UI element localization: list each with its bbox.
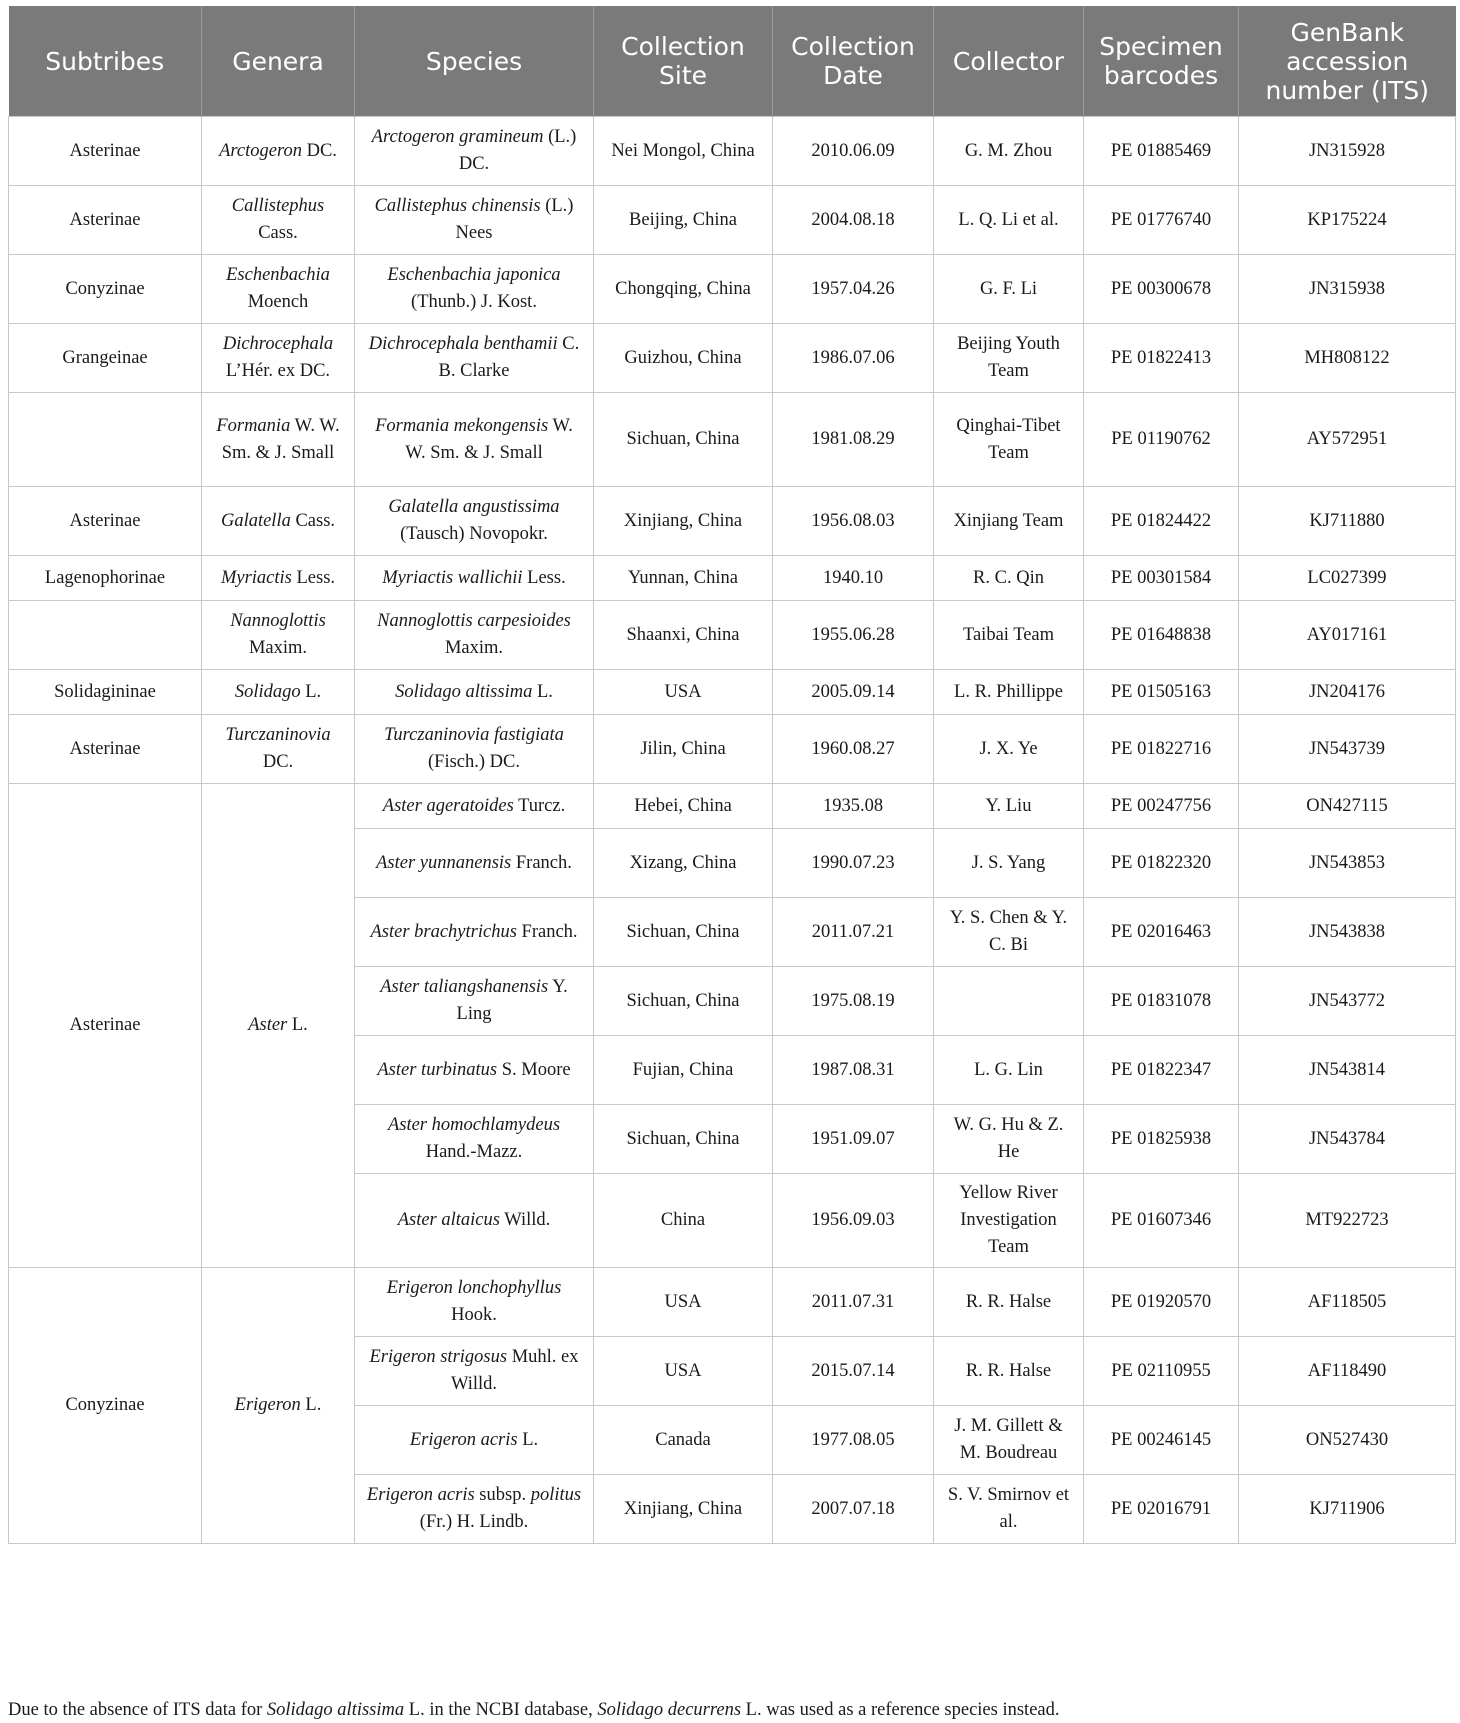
genus-name: Myriactis — [220, 567, 292, 588]
barcode-cell: PE 01822347 — [1084, 1036, 1239, 1105]
genbank-cell: KP175224 — [1239, 186, 1456, 255]
collection-site-cell: Sichuan, China — [594, 1105, 773, 1174]
table-row — [9, 255, 1456, 324]
genbank-cell: AF118505 — [1239, 1268, 1456, 1337]
barcode-cell: PE 01825938 — [1084, 1105, 1239, 1174]
subspecies-authority: (Fr.) H. Lindb. — [419, 1512, 529, 1532]
collection-site-cell: Beijing, China — [594, 186, 773, 255]
genus-cell — [202, 255, 355, 324]
barcode-cell: PE 01822413 — [1084, 324, 1239, 393]
barcode-cell: PE 01607346 — [1084, 1174, 1239, 1268]
species-cell — [355, 967, 594, 1036]
collection-date-cell: 2005.09.14 — [773, 670, 934, 715]
barcode-cell: PE 01824422 — [1084, 487, 1239, 556]
collection-site-cell: Jilin, China — [594, 715, 773, 784]
species-authority: (Fisch.) DC. — [428, 752, 520, 772]
table-footnote — [8, 1700, 1455, 1720]
species-authority: subsp. — [474, 1485, 531, 1505]
collection-site-cell: Yunnan, China — [594, 556, 773, 601]
header-genera: Genera — [202, 6, 355, 117]
genbank-cell: JN543772 — [1239, 967, 1456, 1036]
specimen-table — [8, 6, 1456, 1544]
header-collector: Collector — [934, 6, 1084, 117]
collection-date-cell: 2004.08.18 — [773, 186, 934, 255]
subtribe-cell: Asterinae — [9, 715, 202, 784]
species-cell — [355, 829, 594, 898]
genus-cell — [202, 1268, 355, 1544]
genus-cell — [202, 186, 355, 255]
collection-site-cell: Shaanxi, China — [594, 601, 773, 670]
table-row — [9, 117, 1456, 186]
species-name: Myriactis wallichii — [382, 567, 523, 588]
species-cell — [355, 1036, 594, 1105]
subtribe-cell: Asterinae — [9, 117, 202, 186]
genbank-cell: JN543853 — [1239, 829, 1456, 898]
collection-date-cell: 1951.09.07 — [773, 1105, 934, 1174]
collection-site-cell: Sichuan, China — [594, 393, 773, 487]
species-name: Erigeron lonchophyllus — [386, 1278, 562, 1298]
species-authority: Hook. — [451, 1305, 497, 1325]
collector-cell: J. M. Gillett & M. Boudreau — [934, 1406, 1084, 1475]
collector-cell: Qinghai-Tibet Team — [934, 393, 1084, 487]
genus-cell — [202, 117, 355, 186]
species-authority: Maxim. — [444, 638, 504, 658]
genus-cell — [202, 715, 355, 784]
barcode-cell: PE 02016463 — [1084, 898, 1239, 967]
table-row — [9, 601, 1456, 670]
genbank-cell: ON527430 — [1239, 1406, 1456, 1475]
table-row — [9, 324, 1456, 393]
species-authority: W. W. Sm. & J. Small — [405, 415, 573, 463]
genus-cell — [202, 670, 355, 715]
species-authority: Turcz. — [513, 795, 566, 816]
subtribe-cell: Asterinae — [9, 487, 202, 556]
collection-site-cell: Sichuan, China — [594, 898, 773, 967]
barcode-cell: PE 01190762 — [1084, 393, 1239, 487]
collection-date-cell: 1975.08.19 — [773, 967, 934, 1036]
species-name: Aster yunnanensis — [376, 852, 512, 873]
collection-site-cell: Guizhou, China — [594, 324, 773, 393]
genbank-cell: JN543838 — [1239, 898, 1456, 967]
collection-date-cell: 1955.06.28 — [773, 601, 934, 670]
collector-cell: W. G. Hu & Z. He — [934, 1105, 1084, 1174]
genus-name: Erigeron — [234, 1395, 301, 1415]
collector-cell: R. R. Halse — [934, 1337, 1084, 1406]
genbank-cell: MH808122 — [1239, 324, 1456, 393]
footnote-species-1: Solidago altissima — [266, 1700, 405, 1720]
species-name: Galatella angustissima — [388, 497, 560, 517]
genbank-cell: AF118490 — [1239, 1337, 1456, 1406]
collector-cell: Y. S. Chen & Y. C. Bi — [934, 898, 1084, 967]
species-authority: (Thunb.) J. Kost. — [411, 292, 537, 312]
genus-authority: L. — [300, 1395, 322, 1415]
barcode-cell: PE 01505163 — [1084, 670, 1239, 715]
species-name: Aster homochlamydeus — [387, 1115, 561, 1135]
species-cell — [355, 186, 594, 255]
footnote-text: L. in the NCBI database, — [404, 1700, 598, 1720]
header-row — [9, 6, 1456, 117]
header-specimen-barcodes: Specimen barcodes — [1084, 6, 1239, 117]
barcode-cell: PE 01920570 — [1084, 1268, 1239, 1337]
table-row — [9, 784, 1456, 829]
barcode-cell: PE 01822320 — [1084, 829, 1239, 898]
species-authority: S. Moore — [497, 1059, 571, 1080]
species-authority: (L.) DC. — [458, 127, 577, 174]
table-row — [9, 487, 1456, 556]
subtribe-cell: Solidagininae — [9, 670, 202, 715]
species-authority: L. — [517, 1429, 539, 1450]
footnote-text: Due to the absence of ITS data for — [8, 1700, 267, 1720]
species-cell — [355, 324, 594, 393]
species-cell — [355, 715, 594, 784]
collection-date-cell: 1981.08.29 — [773, 393, 934, 487]
genus-authority: DC. — [301, 140, 337, 161]
collector-cell: G. F. Li — [934, 255, 1084, 324]
genus-name: Arctogeron — [219, 140, 302, 161]
collection-site-cell: Nei Mongol, China — [594, 117, 773, 186]
header-species: Species — [355, 6, 594, 117]
species-cell — [355, 601, 594, 670]
genus-name: Callistephus — [231, 196, 325, 216]
species-authority: Muhl. ex Willd. — [450, 1347, 579, 1394]
collection-site-cell: Hebei, China — [594, 784, 773, 829]
genus-name: Galatella — [220, 510, 291, 531]
species-name: Dichrocephala benthamii — [368, 334, 558, 354]
species-cell — [355, 784, 594, 829]
collector-cell: Y. Liu — [934, 784, 1084, 829]
genbank-cell: AY572951 — [1239, 393, 1456, 487]
species-cell — [355, 1105, 594, 1174]
genbank-cell: LC027399 — [1239, 556, 1456, 601]
genus-name: Nannoglottis — [230, 611, 326, 631]
species-name: Aster taliangshanensis — [380, 977, 549, 997]
collection-date-cell: 1956.08.03 — [773, 487, 934, 556]
species-name: Erigeron acris — [409, 1429, 518, 1450]
collection-site-cell: Chongqing, China — [594, 255, 773, 324]
collection-date-cell: 2011.07.31 — [773, 1268, 934, 1337]
collection-site-cell: Xinjiang, China — [594, 487, 773, 556]
subtribe-cell: Grangeinae — [9, 324, 202, 393]
species-name: Erigeron strigosus — [369, 1347, 508, 1367]
genus-cell — [202, 393, 355, 487]
subtribe-cell: Asterinae — [9, 186, 202, 255]
collection-date-cell: 1940.10 — [773, 556, 934, 601]
species-authority: Willd. — [499, 1210, 551, 1230]
species-name: Aster brachytrichus — [370, 921, 517, 942]
subtribe-cell: Lagenophorinae — [9, 556, 202, 601]
species-name: Erigeron acris — [366, 1485, 475, 1505]
species-cell — [355, 1406, 594, 1475]
collector-cell: L. G. Lin — [934, 1036, 1084, 1105]
collection-date-cell: 2010.06.09 — [773, 117, 934, 186]
table-row — [9, 670, 1456, 715]
genus-name: Solidago — [234, 681, 301, 702]
collection-site-cell: USA — [594, 1268, 773, 1337]
header-subtribes: Subtribes — [9, 6, 202, 117]
genbank-cell: MT922723 — [1239, 1174, 1456, 1268]
collection-site-cell: Fujian, China — [594, 1036, 773, 1105]
genus-cell — [202, 487, 355, 556]
collection-date-cell: 1935.08 — [773, 784, 934, 829]
collector-cell: L. Q. Li et al. — [934, 186, 1084, 255]
barcode-cell: PE 00300678 — [1084, 255, 1239, 324]
barcode-cell: PE 02016791 — [1084, 1475, 1239, 1544]
species-authority: Franch. — [511, 852, 572, 873]
collector-cell: Beijing Youth Team — [934, 324, 1084, 393]
genbank-cell: JN543784 — [1239, 1105, 1456, 1174]
species-name: Turczaninovia fastigiata — [384, 725, 564, 745]
collection-date-cell: 1956.09.03 — [773, 1174, 934, 1268]
genus-authority: Maxim. — [248, 638, 308, 658]
genus-authority: L’Hér. ex DC. — [225, 361, 331, 381]
header-collection-date: Collection Date — [773, 6, 934, 117]
collection-date-cell: 2007.07.18 — [773, 1475, 934, 1544]
collector-cell: Yellow River Investigation Team — [934, 1174, 1084, 1268]
subtribe-cell — [9, 601, 202, 670]
genbank-cell: KJ711906 — [1239, 1475, 1456, 1544]
collection-date-cell: 1957.04.26 — [773, 255, 934, 324]
collector-cell: S. V. Smirnov et al. — [934, 1475, 1084, 1544]
collector-cell: J. S. Yang — [934, 829, 1084, 898]
collection-date-cell: 1977.08.05 — [773, 1406, 934, 1475]
subtribe-cell: Asterinae — [9, 784, 202, 1268]
species-authority: C. B. Clarke — [438, 334, 580, 381]
collector-cell — [934, 967, 1084, 1036]
genus-authority: L. — [287, 1015, 308, 1035]
genbank-cell: ON427115 — [1239, 784, 1456, 829]
genus-authority: Less. — [291, 567, 336, 588]
header-genbank-accession: GenBank accession number (ITS) — [1239, 6, 1456, 117]
table-body — [9, 117, 1456, 1544]
collection-date-cell: 2011.07.21 — [773, 898, 934, 967]
species-authority: Less. — [522, 567, 566, 588]
subtribe-cell — [9, 393, 202, 487]
species-cell — [355, 898, 594, 967]
barcode-cell: PE 02110955 — [1084, 1337, 1239, 1406]
collection-site-cell: Xinjiang, China — [594, 1475, 773, 1544]
species-authority: (L.) Nees — [455, 196, 574, 243]
species-cell — [355, 255, 594, 324]
genus-name: Aster — [248, 1015, 288, 1035]
genus-cell — [202, 556, 355, 601]
species-cell — [355, 393, 594, 487]
genus-authority: DC. — [262, 752, 294, 772]
species-authority: Hand.-Mazz. — [425, 1142, 523, 1162]
barcode-cell: PE 01885469 — [1084, 117, 1239, 186]
genus-cell — [202, 324, 355, 393]
genbank-cell: JN204176 — [1239, 670, 1456, 715]
genbank-cell: AY017161 — [1239, 601, 1456, 670]
species-name: Solidago altissima — [395, 681, 533, 702]
species-name: Aster turbinatus — [377, 1059, 498, 1080]
genbank-cell: JN543814 — [1239, 1036, 1456, 1105]
barcode-cell: PE 01776740 — [1084, 186, 1239, 255]
barcode-cell: PE 01831078 — [1084, 967, 1239, 1036]
genus-name: Turczaninovia — [225, 725, 331, 745]
header-collection-site: Collection Site — [594, 6, 773, 117]
species-cell — [355, 1475, 594, 1544]
species-name: Arctogeron gramineum — [371, 127, 544, 147]
barcode-cell: PE 01822716 — [1084, 715, 1239, 784]
barcode-cell: PE 00301584 — [1084, 556, 1239, 601]
collection-site-cell: Canada — [594, 1406, 773, 1475]
collection-site-cell: China — [594, 1174, 773, 1268]
barcode-cell: PE 00247756 — [1084, 784, 1239, 829]
species-authority: Y. Ling — [456, 977, 568, 1024]
genus-authority: W. W. Sm. & J. Small — [221, 415, 340, 463]
collection-date-cell: 2015.07.14 — [773, 1337, 934, 1406]
species-cell — [355, 117, 594, 186]
species-name: Aster altaicus — [397, 1210, 500, 1230]
genbank-cell: JN315928 — [1239, 117, 1456, 186]
species-authority: L. — [532, 681, 553, 702]
species-cell — [355, 487, 594, 556]
genbank-cell: JN315938 — [1239, 255, 1456, 324]
species-name: Formania mekongensis — [375, 415, 549, 436]
species-authority: (Tausch) Novopokr. — [400, 524, 548, 544]
genus-authority: L. — [300, 681, 322, 702]
collector-cell: L. R. Phillippe — [934, 670, 1084, 715]
genus-authority: Cass. — [290, 510, 336, 531]
collection-site-cell: USA — [594, 670, 773, 715]
table-row — [9, 556, 1456, 601]
species-name: Aster ageratoides — [382, 795, 514, 816]
collector-cell: Xinjiang Team — [934, 487, 1084, 556]
genbank-cell: KJ711880 — [1239, 487, 1456, 556]
collection-date-cell: 1960.08.27 — [773, 715, 934, 784]
table-row — [9, 393, 1456, 487]
table-row — [9, 1268, 1456, 1337]
species-name: Callistephus chinensis — [374, 196, 541, 216]
collection-site-cell: Sichuan, China — [594, 967, 773, 1036]
subtribe-cell: Conyzinae — [9, 255, 202, 324]
barcode-cell: PE 00246145 — [1084, 1406, 1239, 1475]
collection-date-cell: 1990.07.23 — [773, 829, 934, 898]
genus-cell — [202, 784, 355, 1268]
species-cell — [355, 1268, 594, 1337]
table-row — [9, 186, 1456, 255]
species-name: Nannoglottis carpesioides — [377, 611, 571, 631]
genus-name: Eschenbachia — [226, 265, 330, 285]
collector-cell: R. C. Qin — [934, 556, 1084, 601]
species-authority: Franch. — [516, 921, 578, 942]
genus-name: Dichrocephala — [222, 334, 334, 354]
subtribe-cell: Conyzinae — [9, 1268, 202, 1544]
genus-authority: Cass. — [258, 223, 298, 243]
species-cell — [355, 670, 594, 715]
genus-authority: Moench — [247, 292, 309, 312]
species-cell — [355, 556, 594, 601]
genus-name: Formania — [216, 415, 291, 436]
genus-cell — [202, 601, 355, 670]
barcode-cell: PE 01648838 — [1084, 601, 1239, 670]
subspecies-name: politus — [530, 1485, 582, 1505]
footnote-text: L. was used as a reference species instead. — [741, 1700, 1060, 1720]
collector-cell: J. X. Ye — [934, 715, 1084, 784]
collection-date-cell: 1987.08.31 — [773, 1036, 934, 1105]
species-cell — [355, 1337, 594, 1406]
collection-site-cell: USA — [594, 1337, 773, 1406]
collection-date-cell: 1986.07.06 — [773, 324, 934, 393]
footnote-species-2: Solidago decurrens — [597, 1700, 742, 1720]
genbank-cell: JN543739 — [1239, 715, 1456, 784]
species-name: Eschenbachia japonica — [387, 265, 561, 285]
table-row — [9, 715, 1456, 784]
collector-cell: R. R. Halse — [934, 1268, 1084, 1337]
collector-cell: Taibai Team — [934, 601, 1084, 670]
collection-site-cell: Xizang, China — [594, 829, 773, 898]
species-cell — [355, 1174, 594, 1268]
collector-cell: G. M. Zhou — [934, 117, 1084, 186]
